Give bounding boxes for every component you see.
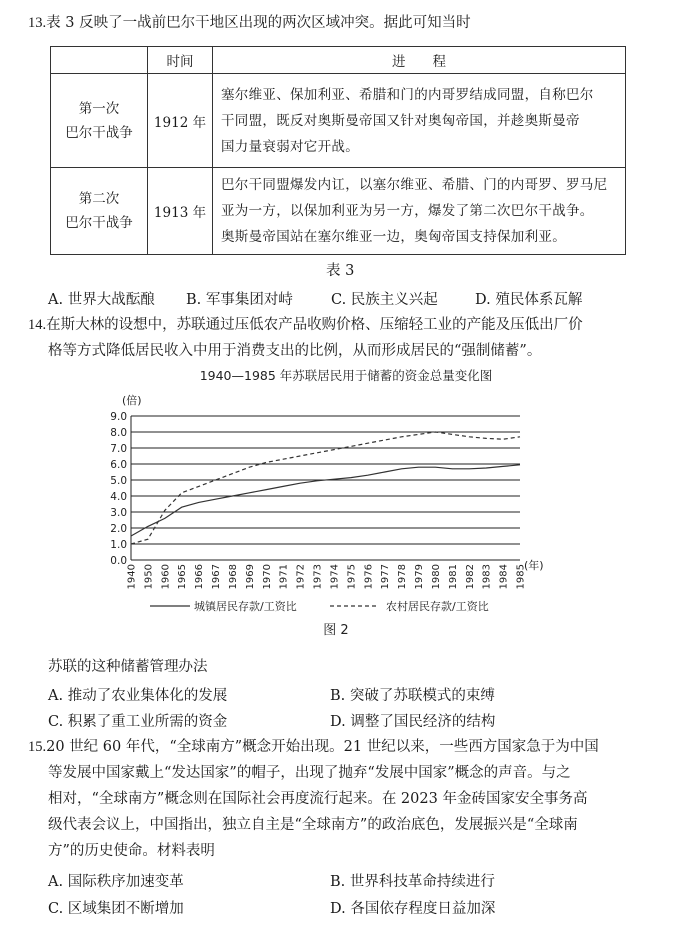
figure-caption: 图 2 <box>323 623 349 638</box>
war-name-line1: 第二次 <box>78 191 120 207</box>
q14-option-c[interactable]: C. 积累了重工业所需的资金 <box>48 714 228 730</box>
table-caption: 表 3 <box>326 263 355 279</box>
y-tick-label: 7.0 <box>110 443 127 455</box>
y-tick-label: 1.0 <box>110 539 127 551</box>
q15-text: 20 世纪 60 年代，“全球南方”概念开始出现。21 世纪以来，一些西方国家急于为中国 <box>46 739 599 755</box>
q13-stem-text: 表 3 反映了一战前巴尔干地区出现的两次区域冲突。据此可知当时 <box>46 15 471 31</box>
x-tick-label: 1973 <box>312 564 324 590</box>
x-tick-label: 1982 <box>464 564 476 590</box>
war-name-cell <box>51 74 148 168</box>
q13-option-d[interactable]: D. 殖民体系瓦解 <box>475 292 583 308</box>
year-cell: 1912 年 <box>148 74 213 168</box>
process-line: 国力量衰弱对它开战。 <box>221 138 359 155</box>
q13-stem <box>28 14 471 32</box>
war-name-line2: 巴尔干战争 <box>65 124 133 141</box>
q15-line3: 相对，“全球南方”概念则在国际社会再度流行起来。在 2023 年金砖国家安全事务高 <box>48 791 588 807</box>
x-tick-labels <box>127 564 527 589</box>
q13-number: 13. <box>28 15 47 31</box>
process-line: 奥斯曼帝国站在塞尔维亚一边，奥匈帝国支持保加利亚。 <box>221 229 566 245</box>
x-tick-label: 1976 <box>363 564 375 590</box>
x-tick-label: 1967 <box>211 564 223 590</box>
table-header-blank <box>51 47 148 74</box>
x-tick-label: 1983 <box>481 564 493 590</box>
q15-option-d[interactable]: D. 各国依存程度日益加深 <box>330 901 496 917</box>
x-tick-label: 1940 <box>126 564 138 590</box>
x-tick-label: 1981 <box>447 564 459 590</box>
q14-stem-line1 <box>28 316 583 334</box>
table-header-process: 进 程 <box>213 47 626 74</box>
y-axis-unit: (倍) <box>122 394 142 407</box>
x-tick-label: 1975 <box>346 564 358 590</box>
table-header-time: 时间 <box>148 47 213 74</box>
table-row <box>51 74 626 168</box>
legend-label-urban: 城镇居民存款/工资比 <box>194 600 297 613</box>
q14-option-a[interactable]: A. 推动了农业集体化的发展 <box>48 688 228 704</box>
q14-number: 14. <box>28 317 47 333</box>
x-tick-label: 1980 <box>430 564 442 590</box>
war-name-cell <box>51 168 148 255</box>
process-cell <box>213 74 626 168</box>
y-tick-label: 5.0 <box>110 475 127 487</box>
x-tick-label: 1960 <box>160 564 172 590</box>
y-tick-label: 9.0 <box>110 411 127 423</box>
x-tick-label: 1972 <box>295 564 307 590</box>
q13-option-c[interactable]: C. 民族主义兴起 <box>331 292 438 308</box>
x-tick-label: 1978 <box>397 564 409 590</box>
x-tick-label: 1985 <box>515 564 527 590</box>
legend-label-rural: 农村居民存款/工资比 <box>386 600 489 613</box>
process-line: 巴尔干同盟爆发内讧，以塞尔维亚、希腊、门的内哥罗、罗马尼 <box>221 177 608 193</box>
year-cell: 1913 年 <box>148 168 213 255</box>
chart-grid <box>131 416 520 560</box>
q14-option-b[interactable]: B. 突破了苏联模式的束缚 <box>330 688 495 704</box>
y-tick-label: 2.0 <box>110 523 127 535</box>
process-cell <box>213 168 626 255</box>
y-tick-label: 8.0 <box>110 427 127 439</box>
y-tick-label: 0.0 <box>110 555 127 567</box>
q15-line1 <box>28 738 599 756</box>
x-axis-unit: (年) <box>524 559 544 572</box>
series-line-urban <box>131 465 520 536</box>
process-line: 亚为一方，以保加利亚为另一方，爆发了第二次巴尔干战争。 <box>221 203 594 219</box>
process-line: 塞尔维亚、保加利亚、希腊和门的内哥罗结成同盟，自称巴尔 <box>221 86 594 103</box>
series-line-rural <box>131 432 520 544</box>
q15-option-a[interactable]: A. 国际秩序加速变革 <box>48 874 184 890</box>
y-tick-label: 3.0 <box>110 507 127 519</box>
q14-question: 苏联的这种储蓄管理办法 <box>48 659 208 675</box>
q15-number: 15. <box>28 739 47 755</box>
q14-option-d[interactable]: D. 调整了国民经济的结构 <box>330 714 496 730</box>
line-chart <box>0 362 693 642</box>
y-tick-labels <box>110 411 127 567</box>
x-tick-label: 1969 <box>244 564 256 590</box>
q15-line2: 等发展中国家戴上“发达国家”的帽子，出现了抛弃“发展中国家”概念的声音。与之 <box>48 765 571 781</box>
q15-option-b[interactable]: B. 世界科技革命持续进行 <box>330 874 495 890</box>
q15-option-c[interactable]: C. 区域集团不断增加 <box>48 901 184 917</box>
process-line: 干同盟，既反对奥斯曼帝国又针对奥匈帝国，并趁奥斯曼帝 <box>221 112 580 129</box>
x-tick-label: 1971 <box>278 564 290 590</box>
x-tick-label: 1979 <box>414 564 426 590</box>
x-tick-label: 1950 <box>143 564 155 590</box>
q14-stem-line2: 格等方式降低居民收入中用于消费支出的比例，从而形成居民的“强制储蓄”。 <box>48 343 542 359</box>
x-tick-label: 1965 <box>177 564 189 590</box>
x-tick-label: 1977 <box>380 564 392 590</box>
q13-option-b[interactable]: B. 军事集团对峙 <box>186 292 293 308</box>
y-tick-label: 4.0 <box>110 491 127 503</box>
q15-line5: 方”的历史使命。材料表明 <box>48 843 215 859</box>
chart-legend <box>150 599 489 613</box>
war-name-line1: 第一次 <box>78 100 120 117</box>
chart-title: 1940—1985 年苏联居民用于储蓄的资金总量变化图 <box>199 368 493 383</box>
war-name-line2: 巴尔干战争 <box>65 215 133 231</box>
table-3 <box>50 46 626 255</box>
q14-stem-text: 在斯大林的设想中，苏联通过压低农产品收购价格、压缩轻工业的产能及压低出厂价 <box>46 317 583 333</box>
chart-series <box>131 432 520 544</box>
q15-line4: 级代表会议上，中国指出，独立自主是“全球南方”的政治底色，发展振兴是“全球南 <box>48 817 578 833</box>
y-tick-label: 6.0 <box>110 459 127 471</box>
x-tick-label: 1974 <box>329 564 341 590</box>
q13-option-a[interactable]: A. 世界大战酝酿 <box>48 292 155 308</box>
x-tick-label: 1970 <box>261 564 273 590</box>
x-tick-label: 1984 <box>498 564 510 590</box>
table-header-row <box>51 47 626 74</box>
x-tick-label: 1968 <box>227 564 239 590</box>
table-row <box>51 168 626 255</box>
x-tick-label: 1966 <box>194 564 206 590</box>
